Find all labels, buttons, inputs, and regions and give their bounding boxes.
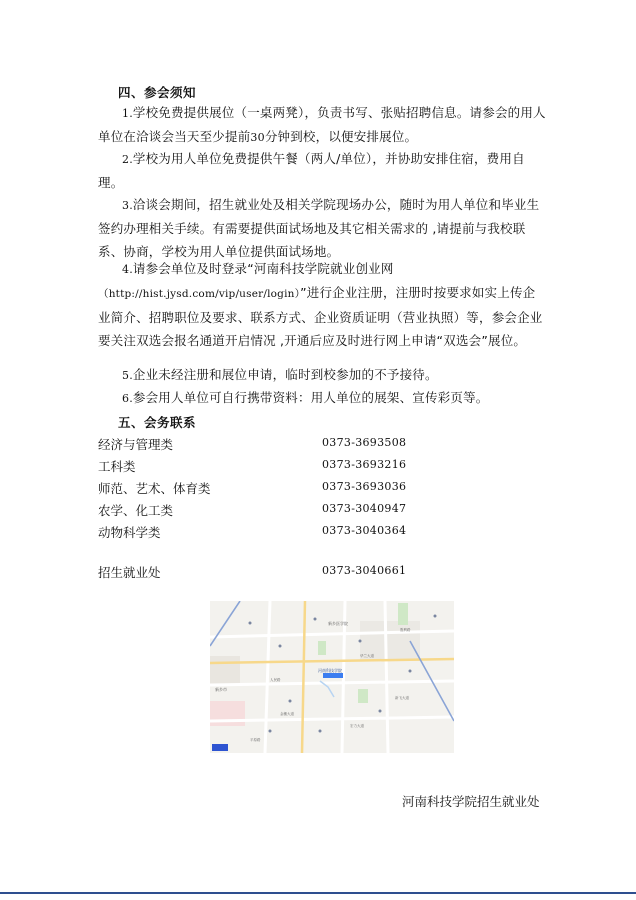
- contact-phone: 0373-3693036: [322, 480, 407, 493]
- contact-name: 农学、化工类: [98, 503, 174, 518]
- contact-row: [98, 435, 538, 457]
- notice-item-4: [98, 257, 546, 352]
- map-poi-dot: [379, 710, 382, 713]
- map-poi-dot: [269, 730, 272, 733]
- contact-row: [98, 523, 538, 545]
- contact-phone: 0373-3693216: [322, 458, 407, 471]
- notice-item-5: [98, 363, 546, 387]
- contact-name: 招生就业处: [98, 565, 161, 580]
- contact-row: [98, 457, 538, 479]
- contact-phone: 0373-3040364: [322, 524, 407, 537]
- item-number: 6.: [122, 392, 133, 405]
- item-text-cont: 分钟到校，以便安排展位。: [264, 129, 418, 144]
- contact-name: 工科类: [98, 459, 136, 474]
- map-label: 华兰大道: [360, 654, 374, 658]
- item-text-cont: ”进行企业注册，注册时按要求如实上传企业简介、招聘职位及要求、联系方式、企业资质证明（营业执照）等，参会企业要关注双选会报名通道开启情况 ,开通后应及时进行网上申请“双选会”展位。: [98, 285, 543, 348]
- contact-row: [98, 563, 538, 585]
- map-label: 新乡市: [215, 687, 227, 692]
- item-text: 请参会单位及时登录“河南科技学院就业创业网: [132, 261, 394, 276]
- map-poi-dot: [314, 618, 317, 621]
- contact-name: 师范、艺术、体育类: [98, 481, 211, 496]
- section-heading-contact: 五、会务联系: [118, 415, 197, 430]
- section-heading-notice: 四、参会须知: [118, 85, 197, 100]
- map-poi-dot: [434, 615, 437, 618]
- map-label: 人民路: [270, 678, 281, 682]
- map-park: [318, 641, 326, 655]
- contact-row: [98, 479, 538, 501]
- map-label: 新乡医学院: [328, 621, 348, 626]
- map-label: 河南科技学院: [318, 668, 342, 673]
- notice-item-2: [98, 147, 546, 194]
- map-park: [358, 689, 368, 703]
- map-poi-dot: [319, 730, 322, 733]
- item-text: 学校为用人单位免费提供午餐（两人/单位），并协助安排住宿，费用自理。: [98, 151, 525, 190]
- item-number: 4.: [122, 263, 133, 276]
- item-number: 3.: [122, 199, 133, 212]
- map-label: 胜利路: [400, 628, 411, 632]
- contact-row: [98, 501, 538, 523]
- item-number: 1.: [122, 107, 133, 120]
- item-text: 企业未经注册和展位申请，临时到校参加的不予接待。: [132, 367, 438, 382]
- map-poi-dot: [289, 700, 292, 703]
- contact-phone: 0373-3693508: [322, 436, 407, 449]
- item-number: 2.: [122, 153, 133, 166]
- registration-url: （http://hist.jysd.com/vip/user/login）: [98, 288, 301, 300]
- item-number-inline: 30: [250, 131, 265, 144]
- item-text: 洽谈会期间，招生就业处及相关学院现场办公，随时为用人单位和毕业生签约办理相关手续。有需要提供面试场地及其它相关需求的 ,请提前与我校联系、协商，学校为用人单位提供面试场地。: [98, 197, 540, 259]
- map-poi-dot: [359, 640, 362, 643]
- campus-map: [210, 601, 454, 753]
- item-text: 学校免费提供展位（一桌两凳），负责书写、张贴招聘信息。请参会的用人单位在洽谈会当天至少提前: [98, 105, 546, 144]
- map-poi-dot: [409, 670, 412, 673]
- map-poi-dot: [249, 622, 252, 625]
- map-logo: [212, 744, 228, 751]
- notice-item-1: [98, 101, 546, 149]
- campus-map-graphic: [210, 601, 454, 753]
- item-text: 参会用人单位可自行携带资料：用人单位的展架、宣传彩页等。: [132, 390, 489, 405]
- issuer-signature: 河南科技学院招生就业处: [402, 794, 540, 809]
- map-label: 金穗大道: [280, 712, 294, 716]
- contact-name: 经济与管理类: [98, 437, 174, 452]
- contact-phone: 0373-3040947: [322, 502, 407, 515]
- contact-name: 动物科学类: [98, 525, 161, 540]
- map-block: [210, 656, 240, 686]
- footer-rule: [0, 892, 636, 894]
- map-park: [398, 603, 408, 625]
- map-label: 宏力大道: [350, 724, 364, 728]
- notice-item-3: [98, 193, 546, 263]
- item-number: 5.: [122, 369, 133, 382]
- notice-item-6: [98, 386, 546, 410]
- map-poi-dot: [279, 645, 282, 648]
- contact-phone: 0373-3040661: [322, 564, 407, 577]
- map-label: 平原路: [250, 738, 261, 742]
- map-target-marker: [323, 673, 343, 678]
- map-label: 新飞大道: [395, 696, 409, 700]
